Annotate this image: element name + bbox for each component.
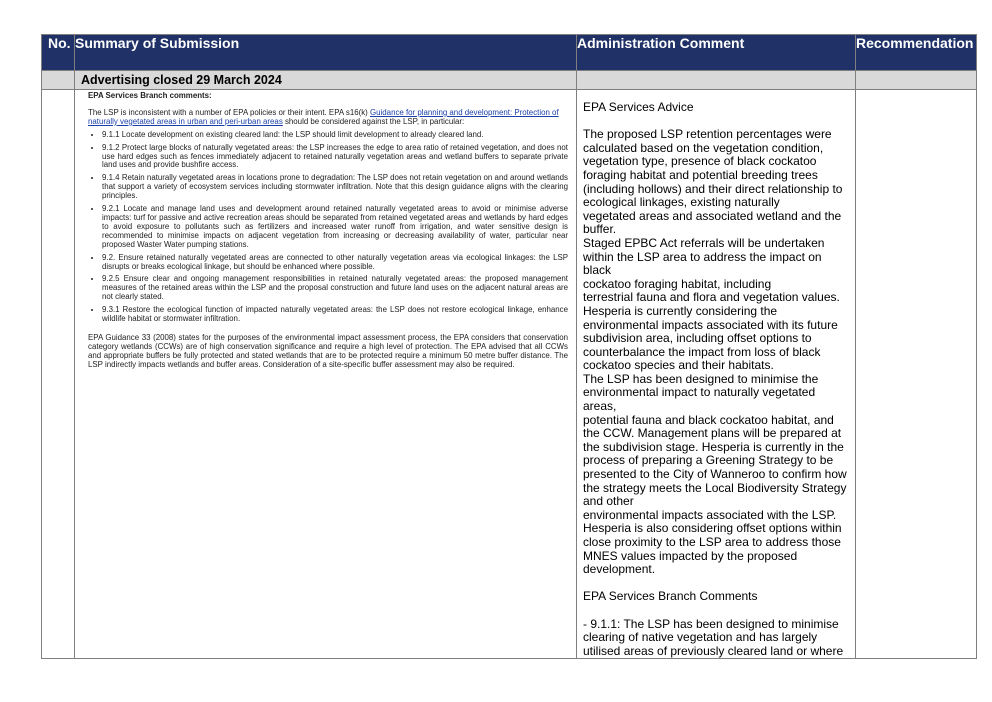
submission-excerpt [75,90,576,370]
header-row [42,35,977,71]
list-item: • 9.1.1 Locate development on existing cleared land: the LSP should limit development to already cleared land. [102,131,568,140]
list-item: • 9.1.4 Retain naturally vegetated areas in locations prone to degradation: The LSP does not retain vegetation on and around wetlands that support a variety of ecosystem services including stormwater infiltration. Note that this design guidance aligns with the clearing principles. [102,174,568,201]
comment-line: potential fauna and black cockatoo habitat, and [583,412,834,427]
admin-comment-cell [577,90,856,659]
list-item: • 9.3.1 Restore the ecological function of impacted naturally vegetated areas: the LSP does not restore ecological linkage, enhance wildlife habitat or stormwater infiltration. [102,306,568,324]
intro-tail: should be considered against the LSP, in particular: [282,116,465,126]
comment-line: within the LSP area to address the impact on black [583,249,825,278]
comment-line: EPA Services Advice [583,100,694,114]
comment-line: The LSP has been designed to minimise the [583,371,819,386]
comment-line: environmental impacts associated with its future [583,317,838,332]
guidance-link[interactable]: Guidance for planning and development: Protection of naturally vegetated areas in urban and peri-urban areas [88,107,559,126]
comment-line: the CCW. Management plans will be prepared at [583,426,842,441]
header-recommendation: Recommendation [856,35,977,71]
comment-line: development. [583,562,656,577]
comment-line: buffer. [583,222,617,237]
comment-line: close proximity to the LSP area to address those [583,535,841,549]
comment-line: EPA Services Branch Comments [583,589,758,604]
excerpt-intro [88,109,568,127]
comment-line: the subdivision stage. Hesperia is currently in the [583,439,844,454]
list-item: • 9.1.2 Protect large blocks of naturally vegetated areas: the LSP increases the edge to area ratio of retained vegetation, and does not use hard edges such as fences immediately adjacent to retained naturally vegetation areas and wetland buffers to separate private land uses and provide bushfire access. [102,144,568,171]
comment-line: Hesperia is currently considering the [583,303,778,318]
list-item: • 9.2. Ensure retained naturally vegetated areas are connected to other naturally vegetation areas via ecological linkages: the LSP disrupts or breaks ecological linkage, but should be enhanced where possible. [102,254,568,272]
header-admin-comment: Administration Comment [577,35,856,71]
comment-line: foraging habitat and potential breeding trees [583,167,818,182]
comment-line: process of preparing a Greening Strategy to be [583,453,834,468]
comment-line: MNES values impacted by the proposed [583,548,798,563]
list-item: • 9.2.5 Ensure clear and ongoing management responsibilities in retained naturally vegetated areas: the proposed management measures of the retained areas within the LSP and the proposal construction and future land uses on the adjacent natural areas are not clearly stated. [102,275,568,302]
blank-line [583,577,849,591]
section-label: Advertising closed 29 March 2024 [75,71,577,90]
comment-line: utilised areas of previously cleared land or where [583,643,844,658]
excerpt-heading: EPA Services Branch comments: [88,91,212,100]
header-no: No. [42,35,75,71]
summary-cell [75,90,577,659]
header-summary: Summary of Submission [75,35,577,71]
comment-line: environmental impacts associated with the LSP. [583,507,837,522]
section-row [42,71,977,90]
comment-line: calculated based on the vegetation condition, [583,140,824,155]
comment-line: vegetated areas and associated wetland and the [583,208,842,223]
comment-line: the strategy meets the Local Biodiversity Strategy [583,480,847,495]
excerpt-closing: EPA Guidance 33 (2008) states for the purposes of the environmental impact assessment process, the EPA considers that conservation category wetlands (CCWs) are of high conservation significance and require a high level of protection. The EPA advised that all CCWs and appropriate buffers be fully protected and stated wetlands that are to be protected require a minimum 50 metre buffer distance. The LSP indirectly impacts wetlands and buffer areas. Consideration of a site-specific buffer assessment may also be required. [88,332,568,369]
comment-line: terrestrial fauna and flora and vegetation values. [583,290,840,305]
comment-line: cockatoo foraging habitat, including [583,276,772,291]
submissions-table [41,34,977,659]
excerpt-bullets [88,131,568,324]
section-no-cell [42,71,75,90]
comment-line: (including hollows) and their direct relationship to [583,181,843,196]
comment-line: Staged EPBC Act referrals will be undertaken [583,235,825,250]
row-no-cell [42,90,75,659]
section-rec-cell [856,71,977,90]
comment-line: cockatoo species and their habitats. [583,358,774,373]
comment-line: environmental impact to naturally vegetated areas, [583,385,819,414]
comment-line: The proposed LSP retention percentages were [583,127,832,142]
comment-line: counterbalance the impact from loss of black [583,344,821,359]
comment-line: and other [583,494,634,509]
intro-text: The LSP is inconsistent with a number of EPA policies or their intent. EPA s16(k) [88,107,371,117]
comment-line: presented to the City of Wanneroo to confirm how [583,467,847,482]
blank-line [583,115,849,129]
section-admin-cell [577,71,856,90]
comment-line: vegetation type, presence of black cockatoo [583,154,817,169]
comment-line: - 9.1.1: The LSP has been designed to minimise [583,616,839,631]
comment-line: ecological linkages, existing naturally [583,195,780,210]
comment-line: subdivision area, including offset options to [583,331,812,346]
submission-row [42,90,977,659]
comment-line: Hesperia is also considering offset options within [583,521,842,536]
comment-line: clearing of native vegetation and has largely [583,630,818,645]
recommendation-cell [856,90,977,659]
list-item: • 9.2.1 Locate and manage land uses and development around retained naturally vegetated areas to avoid or minimise adverse impacts: turf for passive and active recreation areas should be separated from retained vegetated areas and wetlands by hard edges to avoid exposure to pollutants such as fertilizers and increased water runoff from irrigation, and water sensitive design is recommended to minimise impacts on adjacent vegetation from increasing or decreasing availability of water, particular near proposed Waster Water pumping stations. [102,205,568,250]
admin-comment [577,90,855,658]
blank-line [583,604,849,618]
